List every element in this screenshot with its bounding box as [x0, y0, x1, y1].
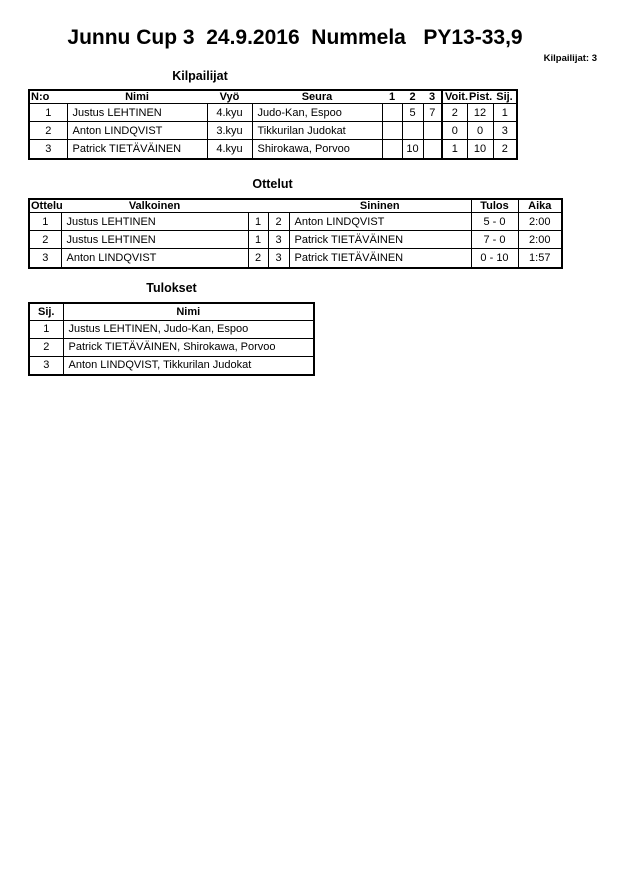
- col-header-round3: 3: [423, 91, 442, 104]
- results-table: [28, 302, 315, 376]
- cell-white-no: 2: [248, 249, 268, 267]
- section-heading-tulokset: Tulokset: [146, 281, 197, 295]
- cell-voit: 2: [442, 104, 467, 122]
- cell-sij: 3: [30, 356, 63, 374]
- col-header-voit: Voit.: [442, 91, 467, 104]
- cell-seura: Tikkurilan Judokat: [252, 122, 382, 140]
- cell-nimi: Justus LEHTINEN, Judo-Kan, Espoo: [63, 320, 313, 338]
- cell-seura: Judo-Kan, Espoo: [252, 104, 382, 122]
- cell-round1: [382, 140, 402, 158]
- matches-header-row: [30, 200, 561, 213]
- col-header-no: N:o: [30, 91, 67, 104]
- cell-sij: 1: [493, 104, 516, 122]
- cell-valkoinen: Anton LINDQVIST: [61, 249, 248, 267]
- results-header-row: [30, 304, 313, 320]
- cell-no: 1: [30, 104, 67, 122]
- cell-blue-no: 3: [268, 249, 289, 267]
- cell-white-no: 1: [248, 213, 268, 231]
- result-row: [30, 338, 313, 356]
- cell-blue-no: 2: [268, 213, 289, 231]
- cell-vyo: 3.kyu: [207, 122, 252, 140]
- cell-valkoinen: Justus LEHTINEN: [61, 231, 248, 249]
- col-header-nimi: Nimi: [63, 304, 313, 320]
- competitor-row: [30, 104, 516, 122]
- match-row: [30, 249, 561, 267]
- cell-nimi: Anton LINDQVIST, Tikkurilan Judokat: [63, 356, 313, 374]
- section-heading-ottelut: Ottelut: [252, 177, 293, 191]
- cell-aika: 1:57: [518, 249, 561, 267]
- col-header-nimi: Nimi: [67, 91, 207, 104]
- cell-no: 3: [30, 140, 67, 158]
- cell-sininen: Patrick TIETÄVÄINEN: [289, 231, 471, 249]
- cell-nimi: Patrick TIETÄVÄINEN, Shirokawa, Porvoo: [63, 338, 313, 356]
- cell-sininen: Anton LINDQVIST: [289, 213, 471, 231]
- col-header-round1: 1: [382, 91, 402, 104]
- competitors-table: [28, 89, 518, 160]
- cell-white-no: 1: [248, 231, 268, 249]
- competitors-count: Kilpailijat: 3: [543, 53, 597, 64]
- cell-nimi: Justus LEHTINEN: [67, 104, 207, 122]
- result-row: [30, 320, 313, 338]
- col-header-ottelu: Ottelu: [31, 200, 63, 212]
- cell-tulos: 7 - 0: [471, 231, 518, 249]
- col-header-valkoinen: Valkoinen: [61, 200, 248, 213]
- col-header-aika: Aika: [518, 200, 561, 213]
- cell-round3: [423, 122, 442, 140]
- cell-aika: 2:00: [518, 213, 561, 231]
- match-row: [30, 213, 561, 231]
- matches-table: [28, 198, 563, 269]
- col-header-blue-no: [268, 200, 289, 213]
- cell-sij: 2: [30, 338, 63, 356]
- cell-round2: [402, 122, 423, 140]
- cell-vyo: 4.kyu: [207, 140, 252, 158]
- col-header-seura: Seura: [252, 91, 382, 104]
- competitor-row: [30, 140, 516, 158]
- col-header-sininen: Sininen: [289, 200, 471, 213]
- competitor-row: [30, 122, 516, 140]
- cell-round2: 5: [402, 104, 423, 122]
- cell-vyo: 4.kyu: [207, 104, 252, 122]
- cell-sij: 2: [493, 140, 516, 158]
- cell-pist: 12: [467, 104, 493, 122]
- col-header-sij: Sij.: [493, 91, 516, 104]
- cell-round3: [423, 140, 442, 158]
- page-title: Junnu Cup 3 24.9.2016 Nummela PY13-33,9: [67, 26, 523, 49]
- cell-tulos: 5 - 0: [471, 213, 518, 231]
- cell-sij: 3: [493, 122, 516, 140]
- cell-voit: 1: [442, 140, 467, 158]
- cell-match-no: 2: [30, 231, 61, 249]
- section-heading-kilpailijat: Kilpailijat: [172, 69, 228, 83]
- cell-pist: 0: [467, 122, 493, 140]
- col-header-vyo: Vyö: [207, 91, 252, 104]
- cell-voit: 0: [442, 122, 467, 140]
- cell-match-no: 1: [30, 213, 61, 231]
- cell-tulos: 0 - 10: [471, 249, 518, 267]
- cell-match-no: 3: [30, 249, 61, 267]
- cell-nimi: Patrick TIETÄVÄINEN: [67, 140, 207, 158]
- cell-aika: 2:00: [518, 231, 561, 249]
- col-header-pist: Pist.: [469, 91, 493, 103]
- cell-sininen: Patrick TIETÄVÄINEN: [289, 249, 471, 267]
- cell-no: 2: [30, 122, 67, 140]
- cell-valkoinen: Justus LEHTINEN: [61, 213, 248, 231]
- col-header-white-no: [248, 200, 268, 213]
- cell-blue-no: 3: [268, 231, 289, 249]
- col-header-sij: Sij.: [30, 304, 63, 320]
- cell-pist: 10: [467, 140, 493, 158]
- cell-round3: 7: [423, 104, 442, 122]
- col-header-round2: 2: [402, 91, 423, 104]
- col-header-tulos: Tulos: [471, 200, 518, 213]
- cell-seura: Shirokawa, Porvoo: [252, 140, 382, 158]
- cell-round2: 10: [402, 140, 423, 158]
- competitors-header-row: [30, 91, 516, 104]
- result-row: [30, 356, 313, 374]
- cell-round1: [382, 104, 402, 122]
- cell-round1: [382, 122, 402, 140]
- cell-nimi: Anton LINDQVIST: [67, 122, 207, 140]
- cell-sij: 1: [30, 320, 63, 338]
- match-row: [30, 231, 561, 249]
